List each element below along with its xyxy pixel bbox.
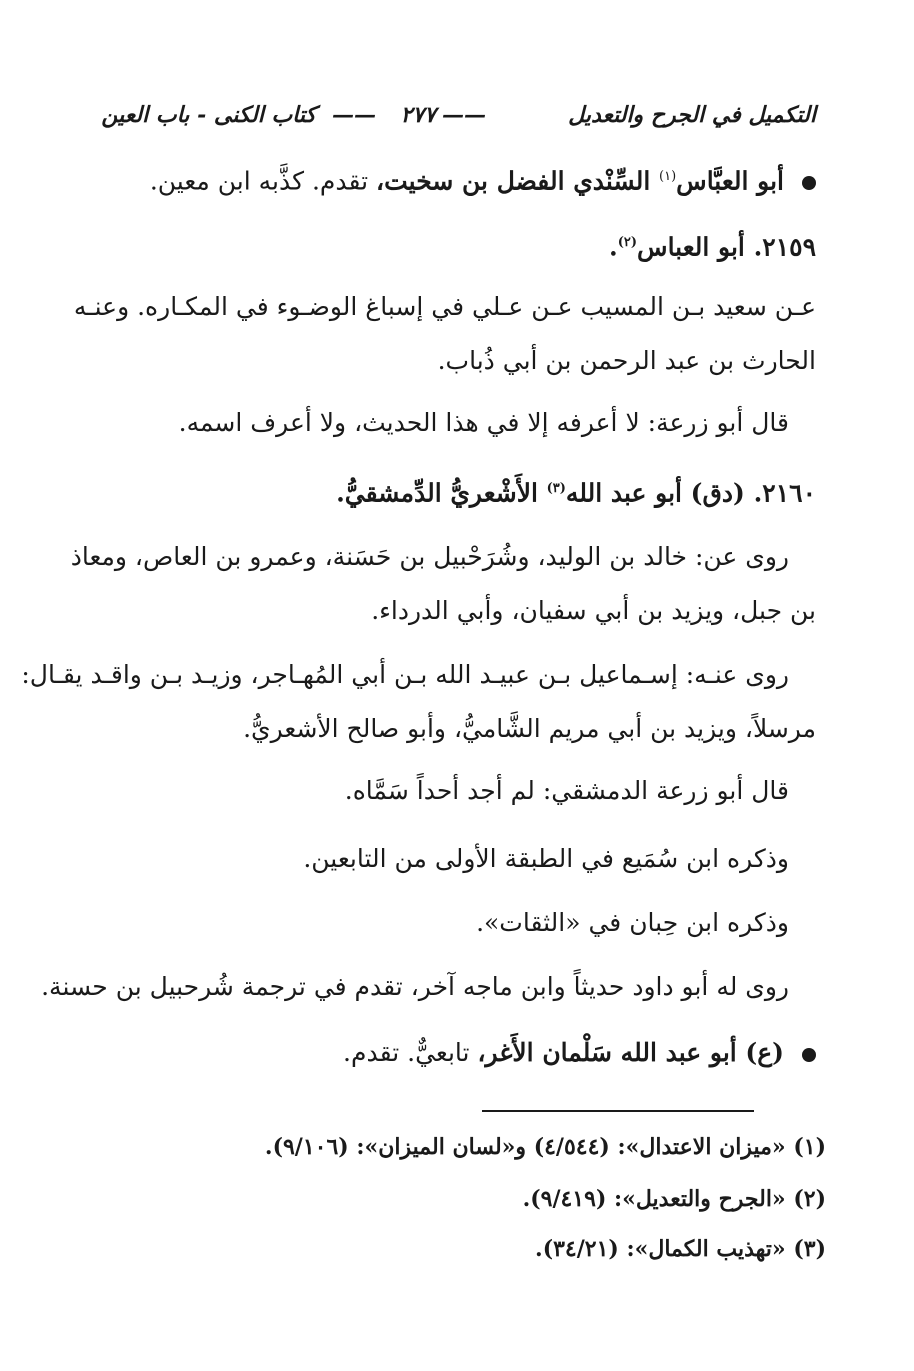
cross-reference-entry (343, 1036, 816, 1070)
header-separator: —— (332, 102, 376, 128)
entry-text: تقدم. كذَّبه ابن معين. (149, 166, 377, 196)
paragraph-line: عـن سعيد بـن المسيب عـن عـلي في إسباغ الوضـوء في المكـاره. وعنـه (73, 292, 816, 321)
paragraph-line: روى له أبو داود حديثاً وابن ماجه آخر، تقدم في ترجمة شُرحبيل بن حسنة. (41, 972, 789, 1001)
paragraph-line: مرسلاً، ويزيد بن أبي مريم الشَّاميُّ، وأبو صالح الأشعريُّ. (243, 714, 816, 743)
section-title: كتاب الكنى - باب العين (101, 102, 316, 128)
paragraph-line: الحارث بن عبد الرحمن بن أبي ذُباب. (437, 346, 816, 375)
entry-heading (609, 226, 816, 264)
bullet-icon (802, 176, 816, 190)
paragraph-line: قال أبو زرعة: لا أعرفه إلا في هذا الحديث، ولا أعرف اسمه. (178, 408, 789, 437)
heading-text: الأَشْعريُّ الدِّمشقيُّ. (336, 478, 547, 508)
footnote-divider (482, 1110, 754, 1112)
running-header (96, 96, 816, 136)
footnote-ref: (٢) (617, 235, 638, 250)
book-title: التكميل في الجرح والتعديل (568, 102, 816, 128)
entry-name: أبو العبَّاس (676, 166, 784, 196)
paragraph-line: وذكره ابن سُمَيع في الطبقة الأولى من التابعين. (303, 844, 789, 873)
footnote: (١) «ميزان الاعتدال»: (٤/٥٤٤) و«لسان الميزان»: (٩/١٠٦). (264, 1134, 826, 1160)
bullet-icon (802, 1048, 816, 1062)
heading-text: ٢١٥٩. أبو العباس (637, 232, 816, 262)
entry-name: السِّنْدي الفضل بن سخيت، (376, 166, 660, 196)
entry-text: تابعيٌّ. تقدم. (343, 1038, 478, 1067)
footnote-ref: (٣) (546, 481, 566, 496)
footnote: (٣) «تهذيب الكمال»: (٣٤/٢١). (535, 1236, 826, 1262)
page-number: ٢٧٧ (400, 102, 436, 128)
heading-text: . (609, 232, 618, 262)
entry-name: (ع) أبو عبد الله سَلْمان الأَغر، (477, 1038, 784, 1067)
paragraph-line: وذكره ابن حِبان في «الثقات». (476, 908, 789, 937)
paragraph-line: روى عنـه: إسـماعيل بـن عبيـد الله بـن أبي المُهـاجر، وزيـد بـن واقـد يقـال: (21, 660, 789, 689)
paragraph-line: قال أبو زرعة الدمشقي: لم أجد أحداً سَمَّاه. (344, 776, 789, 805)
heading-text: ٢١٦٠. (دق) أبو عبد الله (565, 478, 816, 508)
entry-heading (336, 472, 816, 510)
footnote: (٢) «الجرح والتعديل»: (٩/٤١٩). (522, 1186, 826, 1212)
paragraph-line: بن جبل، ويزيد بن أبي سفيان، وأبي الدرداء. (371, 596, 816, 625)
paragraph-line: روى عن: خالد بن الوليد، وشُرَحْبيل بن حَسَنة، وعمرو بن العاص، ومعاذ (70, 542, 789, 571)
footnote-ref: (١) (659, 169, 677, 184)
header-separator: —— (442, 102, 486, 128)
cross-reference-entry (150, 160, 816, 198)
